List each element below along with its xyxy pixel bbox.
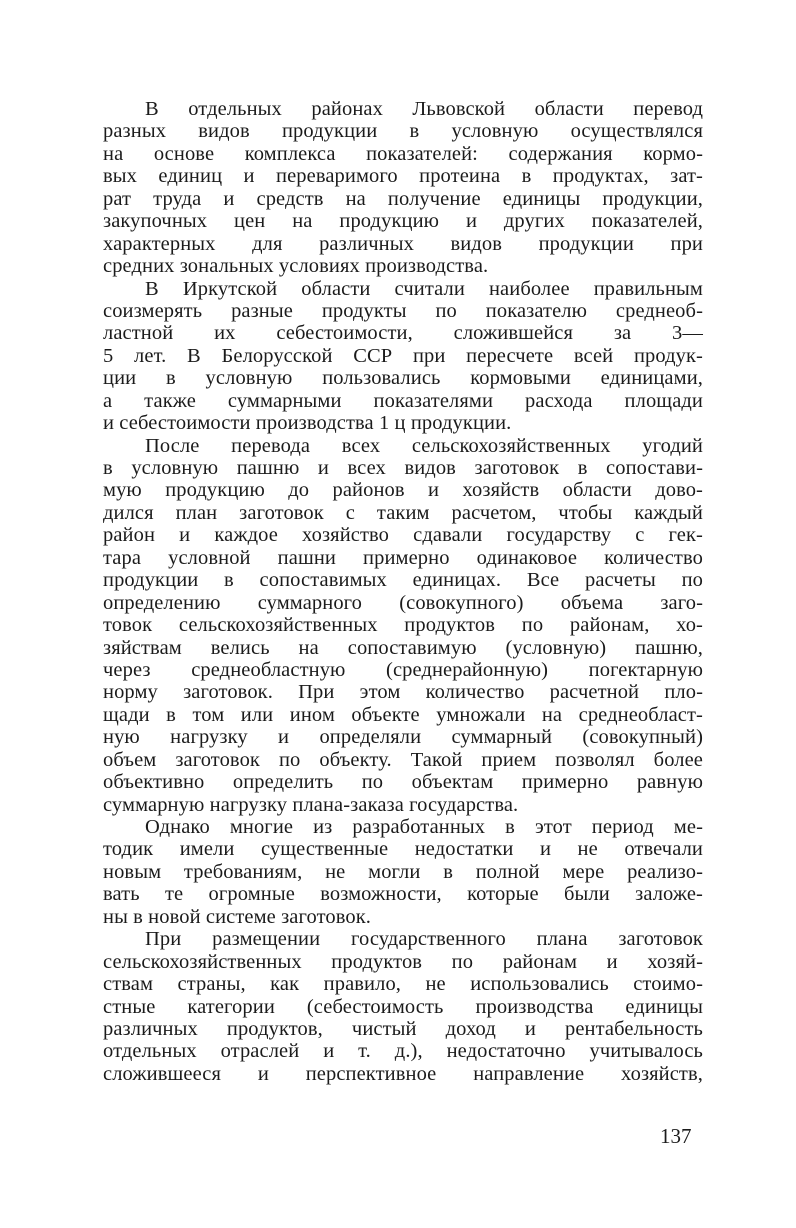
text-line: соизмерять разные продукты по показателю среднеоб- bbox=[103, 299, 703, 322]
text-line: стные категории (себестоимость производства единицы bbox=[103, 995, 703, 1018]
text-line: и себестоимости производства 1 ц продукции. bbox=[103, 412, 512, 435]
text-line: отдельных отраслей и т. д.), недостаточно учитывалось bbox=[103, 1040, 703, 1063]
page-number: 137 bbox=[660, 1124, 692, 1148]
text-line: средних зональных условиях производства. bbox=[103, 255, 489, 278]
text-line: в условную пашню и всех видов заготовок в сопостави- bbox=[103, 457, 703, 479]
text-line: вать те огромные возможности, которые были заложе- bbox=[103, 883, 703, 906]
text-line: закупочных цен на продукцию и других показателей, bbox=[103, 210, 703, 233]
text-line: мую продукцию до районов и хозяйств области дово- bbox=[103, 479, 703, 502]
text-line: 5 лет. В Белорусской ССР при пересчете всей продук- bbox=[103, 344, 703, 367]
text-line: продукции в сопоставимых единицах. Все расчеты по bbox=[103, 569, 703, 592]
text-line: тара условной пашни примерно одинаковое количество bbox=[103, 546, 703, 569]
text-line: объективно определить по объектам примерно равную bbox=[103, 771, 703, 794]
text-line: После перевода всех сельскохозяйственных угодий bbox=[145, 434, 703, 457]
text-line: тодик имели существенные недостатки и не отвечали bbox=[103, 838, 703, 861]
text-line: через среднеобластную (среднерайонную) погектарную bbox=[103, 658, 703, 681]
text-line: вых единиц и переваримого протеина в продуктах, зат- bbox=[103, 165, 703, 188]
text-line: ную нагрузку и определяли суммарный (совокупный) bbox=[103, 726, 703, 749]
text-line: норму заготовок. При этом количество расчетной пло- bbox=[103, 681, 703, 704]
text-line: суммарную нагрузку плана-заказа государства. bbox=[103, 793, 519, 816]
text-line: При размещении государственного плана заготовок bbox=[145, 928, 703, 951]
text-line: В Иркутской области считали наиболее правильным bbox=[145, 277, 703, 300]
text-line: ны в новой системе заготовок. bbox=[103, 905, 371, 928]
text-line: район и каждое хозяйство сдавали государству с гек- bbox=[103, 524, 703, 547]
text-line: на основе комплекса показателей: содержания кормо- bbox=[103, 142, 703, 165]
text-line: а также суммарными показателями расхода площади bbox=[103, 389, 703, 412]
text-line: зяйствам велись на сопоставимую (условную) пашню, bbox=[103, 636, 703, 659]
text-line: В отдельных районах Львовской области перевод bbox=[145, 98, 703, 120]
text-line: ствам страны, как правило, не использовались стоимо- bbox=[103, 973, 703, 996]
text-line: ластной их себестоимости, сложившейся за 3— bbox=[103, 322, 703, 345]
text-line: ции в условную пользовались кормовыми единицами, bbox=[103, 367, 703, 390]
text-line: рат труда и средств на получение единицы продукции, bbox=[103, 187, 703, 210]
text-line: определению суммарного (совокупного) объема заго- bbox=[103, 591, 703, 614]
text-line: объем заготовок по объекту. Такой прием позволял более bbox=[103, 748, 703, 771]
text-line: Однако многие из разработанных в этот период ме- bbox=[145, 816, 703, 838]
text-line: новым требованиям, не могли в полной мере реализо- bbox=[103, 860, 703, 883]
text-line: дился план заготовок с таким расчетом, чтобы каждый bbox=[103, 501, 703, 524]
text-line: сельскохозяйственных продуктов по районам и хозяй- bbox=[103, 950, 703, 973]
text-line: характерных для различных видов продукции при bbox=[103, 232, 703, 255]
body-text bbox=[103, 98, 703, 1085]
text-line: различных продуктов, чистый доход и рентабельность bbox=[103, 1017, 703, 1040]
text-line: товок сельскохозяйственных продуктов по районам, хо- bbox=[103, 614, 703, 637]
text-line: разных видов продукции в условную осуществлялся bbox=[103, 120, 703, 143]
text-line: сложившееся и перспективное направление хозяйств, bbox=[103, 1062, 703, 1085]
text-line: щади в том или ином объекте умножали на среднеобласт- bbox=[103, 703, 703, 726]
